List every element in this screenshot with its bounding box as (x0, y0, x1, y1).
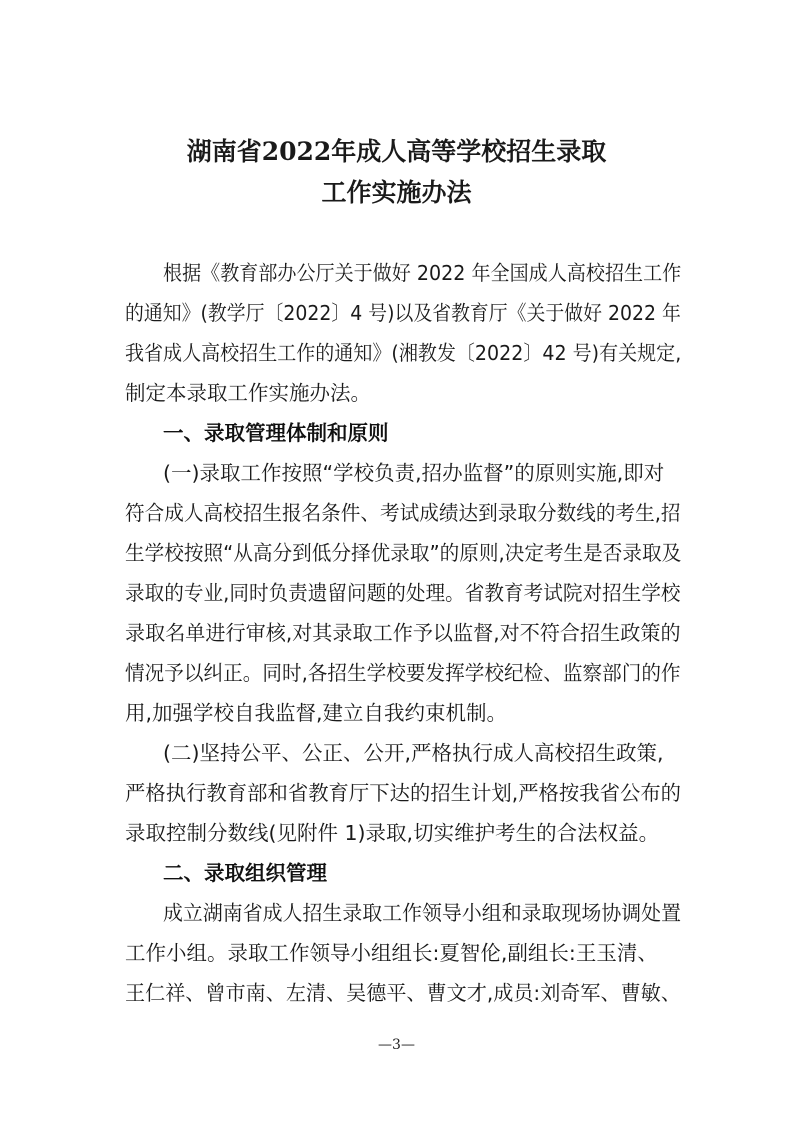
section-1-para-1-line-4: 录取的专业,同时负责遗留问题的处理。省教育考试院对招生学校 (125, 581, 681, 605)
section-1-para-2-line-3: 录取控制分数线(见附件 1)录取,切实维护考生的合法权益。 (125, 821, 660, 845)
page-number: —3— (378, 1037, 415, 1053)
section-2-para-1-line-2: 工作小组。录取工作领导小组组长:夏智伦,副组长:王玉清、 (125, 941, 658, 965)
section-1-para-1-line-3: 生学校按照“从高分到低分择优录取”的原则,决定考生是否录取及 (125, 541, 682, 565)
intro-line-2: 的通知》(教学厅〔2022〕4 号)以及省教育厅《关于做好 2022 年 (125, 301, 681, 325)
document-title-line-1: 湖南省2022年成人高等学校招生录取 (186, 137, 607, 166)
section-1-para-1-line-7: 用,加强学校自我监督,建立自我约束机制。 (125, 701, 508, 725)
section-1-para-2-line-2: 严格执行教育部和省教育厅下达的招生计划,严格按我省公布的 (125, 781, 682, 805)
intro-line-4: 制定本录取工作实施办法。 (125, 381, 371, 405)
section-2-heading: 二、录取组织管理 (163, 861, 327, 885)
intro-line-1: 根据《教育部办公厅关于做好 2022 年全国成人高校招生工作 (163, 261, 682, 285)
section-2-para-1-line-1: 成立湖南省成人招生录取工作领导小组和录取现场协调处置 (163, 901, 682, 925)
section-1-heading: 一、录取管理体制和原则 (163, 421, 389, 445)
section-1-para-2-line-1: (二)坚持公平、公正、公开,严格执行成人高校招生政策, (163, 741, 664, 765)
document-title-line-2: 工作实施办法 (321, 178, 472, 207)
section-1-para-1-line-5: 录取名单进行审核,对其录取工作予以监督,对不符合招生政策的 (125, 621, 681, 645)
section-2-para-1-line-3: 王仁祥、曾市南、左清、吴德平、曹文才,成员:刘奇军、曹敏、 (125, 981, 681, 1005)
section-1-para-1-line-2: 符合成人高校招生报名条件、考试成绩达到录取分数线的考生,招 (125, 501, 681, 525)
section-1-para-1-line-6: 情况予以纠正。同时,各招生学校要发挥学校纪检、监察部门的作 (125, 661, 681, 685)
section-1-para-1-line-1: (一)录取工作按照“学校负责,招办监督”的原则实施,即对 (163, 461, 665, 485)
intro-line-3: 我省成人高校招生工作的通知》(湘教发〔2022〕42 号)有关规定, (125, 341, 682, 365)
